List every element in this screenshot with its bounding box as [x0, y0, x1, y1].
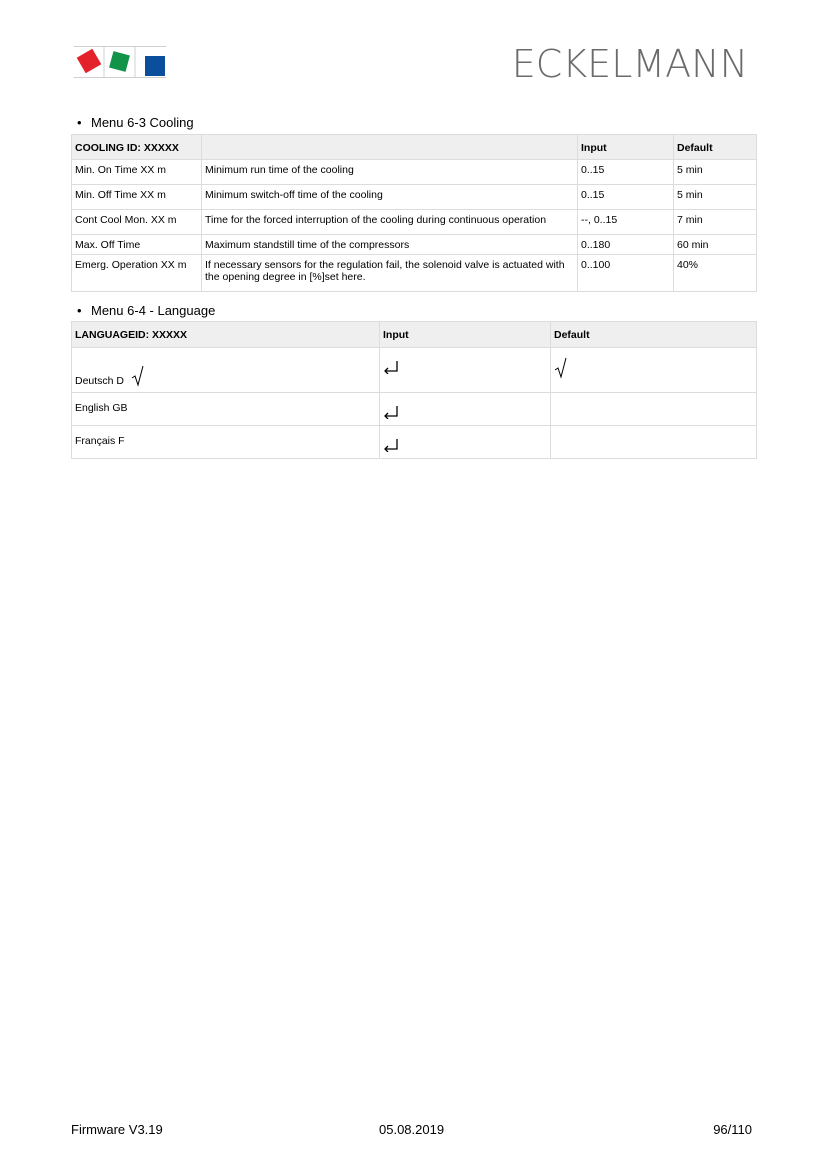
table-row — [72, 255, 757, 292]
company-logo — [73, 46, 167, 78]
param-input: --, 0..15 — [578, 210, 674, 235]
logo-red-square — [77, 49, 102, 74]
param-default: 5 min — [674, 160, 757, 185]
column-header: Input — [578, 135, 674, 160]
default-cell — [551, 393, 757, 426]
param-name: Max. Off Time — [72, 235, 202, 255]
param-default: 60 min — [674, 235, 757, 255]
section-title-language-text: Menu 6-4 - Language — [91, 303, 216, 318]
column-header: Default — [551, 322, 757, 348]
column-header: Input — [380, 322, 551, 348]
column-header — [202, 135, 578, 160]
table-row — [72, 210, 757, 235]
language-name: Deutsch D — [75, 375, 125, 387]
cooling-table — [71, 134, 757, 292]
bullet: • — [77, 303, 82, 318]
param-name: Cont Cool Mon. XX m — [72, 210, 202, 235]
enter-icon[interactable] — [383, 360, 399, 374]
param-name: Emerg. Operation XX m — [72, 255, 202, 292]
table-row — [72, 160, 757, 185]
param-desc: Minimum run time of the cooling — [202, 160, 578, 185]
section-title-language — [77, 303, 215, 319]
footer-firmware: Firmware V3.19 — [71, 1122, 163, 1137]
check-root-icon — [131, 365, 145, 387]
default-cell — [551, 348, 757, 393]
column-header: LANGUAGEID: XXXXX — [72, 322, 380, 348]
param-input: 0..180 — [578, 235, 674, 255]
param-name: Min. On Time XX m — [72, 160, 202, 185]
param-input: 0..15 — [578, 160, 674, 185]
input-cell — [380, 426, 551, 459]
param-default: 5 min — [674, 185, 757, 210]
param-input: 0..100 — [578, 255, 674, 292]
footer-date: 05.08.2019 — [379, 1122, 445, 1137]
table-row — [72, 426, 757, 459]
logo-green-square — [109, 51, 130, 72]
input-cell — [380, 348, 551, 393]
footer-page-number: 96/110 — [713, 1122, 752, 1137]
param-desc: Time for the forced interruption of the cooling during continuous operation — [202, 210, 578, 235]
param-default: 40% — [674, 255, 757, 292]
param-desc: If necessary sensors for the regulation fail, the solenoid valve is actuated with the opening degree in [%]set here. — [202, 255, 578, 292]
language-name: Français F — [72, 426, 380, 459]
table-row — [72, 185, 757, 210]
section-title-cooling-text: Menu 6-3 Cooling — [91, 115, 194, 130]
param-default: 7 min — [674, 210, 757, 235]
input-cell — [380, 393, 551, 426]
enter-icon[interactable] — [383, 438, 399, 452]
language-name: English GB — [72, 393, 380, 426]
logo-blue-square — [145, 56, 165, 76]
section-title-cooling — [77, 115, 194, 131]
language-table — [71, 321, 757, 459]
table-row — [72, 348, 757, 393]
table-header-row — [72, 322, 757, 348]
param-desc: Maximum standstill time of the compressors — [202, 235, 578, 255]
table-row — [72, 393, 757, 426]
default-cell — [551, 426, 757, 459]
param-name: Min. Off Time XX m — [72, 185, 202, 210]
bullet: • — [77, 115, 82, 130]
column-header: COOLING ID: XXXXX — [72, 135, 202, 160]
table-header-row — [72, 135, 757, 160]
enter-icon[interactable] — [383, 405, 399, 419]
brand-name: ECKELMANN — [511, 42, 748, 86]
column-header: Default — [674, 135, 757, 160]
check-root-icon — [554, 357, 568, 379]
language-cell — [72, 348, 380, 393]
table-row — [72, 235, 757, 255]
param-input: 0..15 — [578, 185, 674, 210]
param-desc: Minimum switch-off time of the cooling — [202, 185, 578, 210]
